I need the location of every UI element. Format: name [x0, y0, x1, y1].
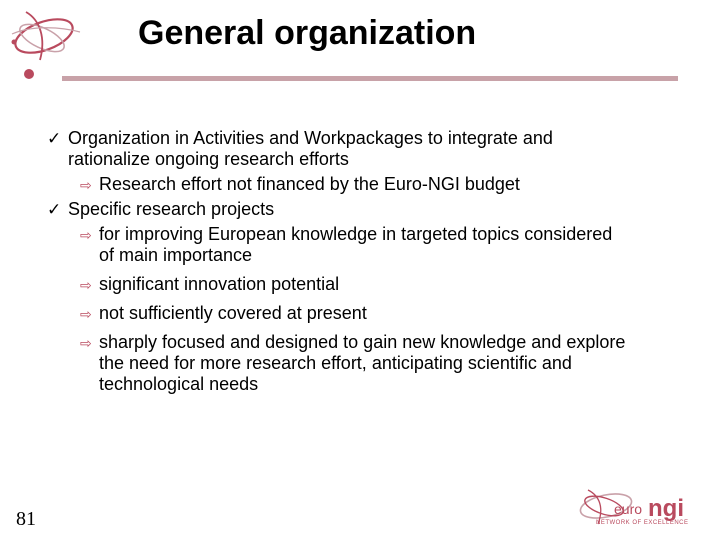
slide-body: [0, 128, 720, 395]
page-number: 81: [16, 508, 36, 530]
logo-brand-ngi: ngi: [648, 495, 684, 522]
arrow-icon: ⇨: [80, 227, 92, 243]
sub-bullet-text: sharply focused and designed to gain new knowledge and explore the need for more research effort, anticipating scientific and technological needs: [99, 332, 626, 394]
bullet-text: Specific research projects: [68, 199, 275, 219]
logo-brand-euro: euro: [614, 501, 643, 517]
logo-tagline: NETWORK OF EXCELLENCE: [596, 520, 689, 526]
sub-bullet-text: not sufficiently covered at present: [99, 303, 367, 323]
bullet-specific-projects: [0, 199, 628, 220]
sub-bullet-budget: [0, 174, 629, 195]
sub-bullet-text: significant innovation potential: [99, 274, 340, 294]
arrow-icon: ⇨: [80, 306, 92, 322]
sub-bullet-european-knowledge: [0, 224, 629, 266]
bullet-organization: [0, 128, 628, 170]
sub-bullet-text: for improving European knowledge in targeted topics considered of main importance: [99, 224, 613, 265]
arrow-icon: ⇨: [80, 277, 92, 293]
sub-bullet-text: Research effort not financed by the Euro-NGI budget: [99, 174, 520, 194]
logo-swirl-icon: [6, 6, 84, 66]
title-rule-dot: [24, 69, 34, 79]
arrow-icon: ⇨: [80, 335, 92, 351]
sub-bullet-innovation: [0, 274, 629, 295]
bullet-text: Organization in Activities and Workpackages to integrate and rationalize ongoing research efforts: [68, 128, 553, 169]
sub-bullet-not-covered: [0, 303, 629, 324]
arrow-icon: ⇨: [80, 177, 92, 193]
slide-title: General organization: [138, 14, 477, 52]
checkmark-icon: ✓: [47, 129, 62, 148]
title-rule: [62, 76, 678, 81]
checkmark-icon: ✓: [47, 200, 62, 219]
sub-bullet-focused: [0, 332, 629, 395]
